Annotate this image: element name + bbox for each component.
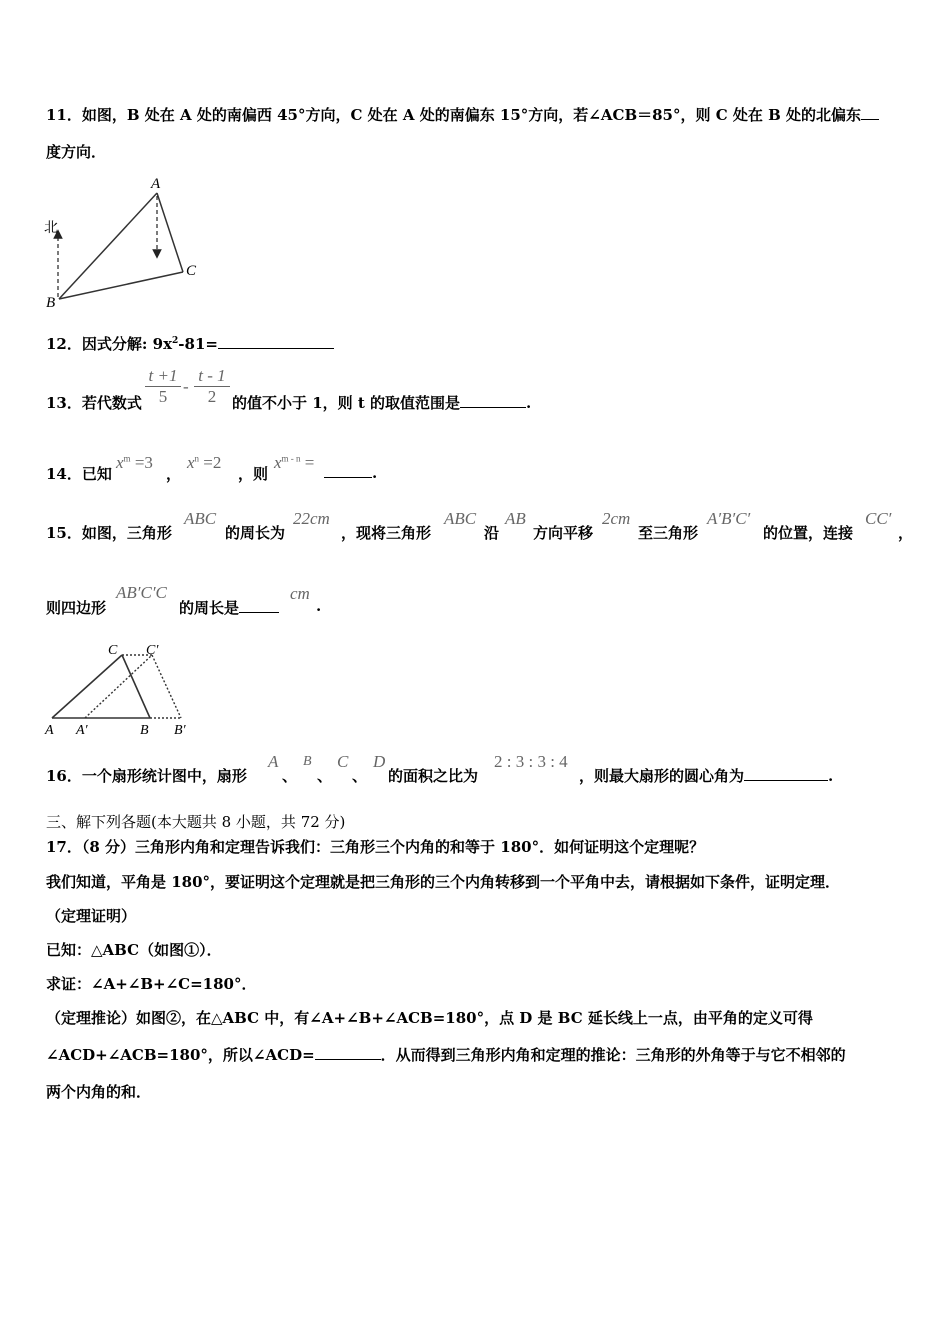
q16-sep-3: 、: [352, 767, 368, 785]
q16-prefix: 16．一个扇形统计图中，扇形: [46, 767, 247, 785]
q14-answer: .: [324, 463, 377, 482]
q17-line-3: （定理证明）: [46, 907, 137, 925]
section-3-heading: 三、解下列各题(本大题共 8 小题，共 72 分): [46, 813, 346, 831]
q15-math-abc-2: ABC: [444, 509, 477, 528]
q15-text-8: ，: [898, 524, 914, 542]
q14-prefix: 14．已知: [46, 465, 112, 483]
q15-text-2: 的周长为: [225, 524, 286, 542]
q15-label-b-prime: B′: [174, 723, 186, 738]
q15-answer-blank[interactable]: [239, 598, 279, 613]
q17-line-7: ∠ACD+∠ACB=180°，所以∠ACD= ．从而得到三角形内角和定理的推论：三角形的外角等于与它不相邻的: [46, 1046, 846, 1064]
q14-answer-blank[interactable]: [324, 463, 372, 478]
q15-math-unit: cm: [290, 584, 310, 603]
q16-suffix: ，则最大扇形的圆心角为 .: [579, 767, 834, 785]
q17-line-6: （定理推论）如图②，在△ABC 中，有∠A+∠B+∠ACB=180°，点 D 是 BC 延长线上一点，由平角的定义可得: [46, 1009, 813, 1027]
q15-math-ab: AB: [505, 509, 526, 528]
q17-answer-blank[interactable]: [315, 1045, 381, 1060]
q14-mid: ，则: [238, 465, 269, 483]
q15-end: .: [316, 597, 322, 615]
q15-text-5: 方向平移: [533, 524, 594, 542]
q11-segment-ab: [59, 193, 157, 299]
q13-suffix: 的值不小于 1，则 t 的取值范围是 .: [232, 394, 532, 412]
q15-segment-cb: [122, 655, 150, 718]
q15-math-length: 22cm: [293, 509, 330, 528]
q16-sep-2: 、: [317, 767, 333, 785]
q11-text-line2: 度方向．: [46, 143, 107, 161]
q13-fraction-2: t - 1 2: [194, 366, 230, 407]
q11-label-c: C: [186, 263, 197, 279]
q16-math-b: B: [303, 754, 312, 769]
q15-label-b: B: [140, 723, 149, 738]
q17-line-5: 求证：∠A+∠B+∠C=180°．: [46, 975, 257, 993]
q16-sep-1: 、: [282, 767, 298, 785]
q11-label-north: 北: [44, 220, 58, 236]
q15-text-6: 至三角形: [638, 524, 699, 542]
q15-line2-prefix: 则四边形: [46, 599, 107, 617]
q15-math-abc-prime: A′B′C′: [707, 509, 751, 528]
q16-answer-blank[interactable]: [744, 766, 828, 781]
q15-text-4: 沿: [484, 524, 500, 542]
q13-answer-blank[interactable]: [460, 393, 526, 408]
q11-label-b: B: [46, 295, 56, 311]
q17-line-8: 两个内角的和．: [46, 1083, 152, 1101]
q17-line-2: 我们知道，平角是 180°，要证明这个定理就是把三角形的三个内角转移到一个平角中去，请根据如下条件，证明定理．: [46, 873, 841, 891]
q11-text-line1: 11．如图，B 处在 A 处的南偏西 45°方向，C 处在 A 处的南偏东 15°方向，若∠ACB＝85°，则 C 处在 B 处的北偏东: [46, 104, 879, 125]
q12-answer-blank[interactable]: [218, 334, 334, 349]
q15-segment-ac: [52, 655, 122, 718]
q15-label-a-prime: A′: [76, 723, 88, 738]
q16-math-d: D: [373, 752, 386, 771]
q15-label-a: A: [45, 723, 54, 738]
q15-text-7: 的位置，连接: [763, 524, 854, 542]
q13-minus: -: [183, 377, 189, 396]
q15-figure: [40, 638, 200, 740]
q16-math-a: A: [268, 752, 279, 771]
q14-equation-3: $x^{m - n}$ =: [274, 453, 315, 472]
q15-label-c-prime: C′: [146, 643, 159, 658]
q15-segment-a2c2: [85, 655, 152, 718]
q15-math-quad: AB′C′C: [116, 583, 167, 602]
q11-figure: [40, 172, 220, 312]
q11-label-a: A: [151, 176, 161, 192]
q15-text-3: ，现将三角形: [341, 524, 432, 542]
q11-segment-ac: [157, 193, 183, 272]
q16-math-c: C: [337, 752, 349, 771]
q15-label-c: C: [108, 643, 118, 658]
q13-fraction-1: t +1 5: [145, 366, 181, 407]
q14-equation-1: $x^m =3$: [116, 453, 153, 472]
q14-equation-2: $x^n =2$: [187, 453, 222, 472]
q12-text: 12．因式分解: $9x^2-81=$: [46, 333, 334, 354]
q15-math-distance: 2cm: [602, 509, 631, 528]
q16-mid: 的面积之比为: [388, 767, 479, 785]
q15-math-cc: CC′: [865, 509, 892, 528]
q11-answer-blank[interactable]: [861, 105, 879, 120]
q16-ratio: 2 : 3 : 3 : 4: [494, 752, 568, 771]
q14-comma: ，: [166, 465, 182, 483]
q17-line-4: 已知：△ABC（如图①）．: [46, 941, 222, 959]
q17-line-1: 17．（8 分）三角形内角和定理告诉我们：三角形三个内角的和等于 180°．如何证明这个定理呢？: [46, 838, 705, 856]
q11-segment-bc: [59, 272, 183, 299]
q15-math-abc-1: ABC: [184, 509, 217, 528]
q13-prefix: 13．若代数式: [46, 394, 142, 412]
q15-line2-mid: 的周长是: [179, 597, 279, 618]
q15-text-1: 15．如图，三角形: [46, 524, 172, 542]
q15-segment-c2b2: [152, 655, 181, 718]
